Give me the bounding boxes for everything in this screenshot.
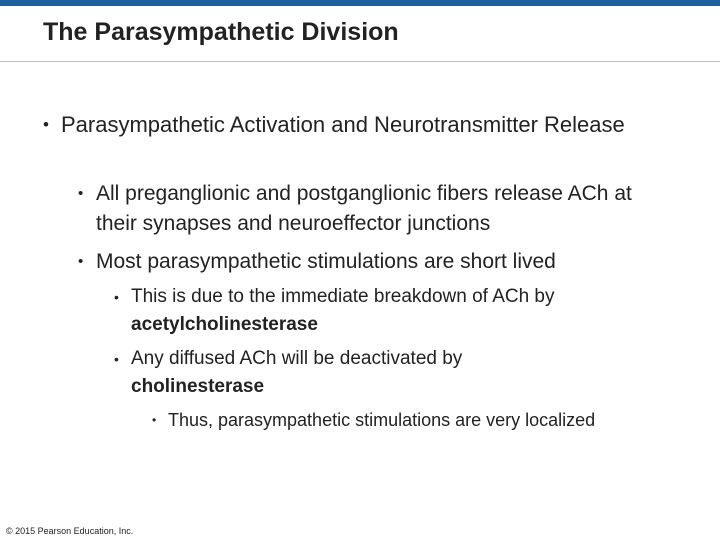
slide-title: The Parasympathetic Division xyxy=(43,18,399,46)
bold-term: cholinesterase xyxy=(131,376,265,397)
bullet-dot: • xyxy=(43,115,49,134)
bullet-level2 xyxy=(78,247,678,277)
bullet-text xyxy=(131,283,684,339)
bullet-text: Thus, parasympathetic stimulations are very localized xyxy=(168,410,596,430)
top-accent-bar xyxy=(0,0,720,6)
bullet-level1 xyxy=(43,109,683,140)
bullet-text: All preganglionic and postganglionic fibers release ACh at their synapses and neuroeffector junctions xyxy=(96,182,632,235)
bullet-level3 xyxy=(114,283,684,339)
bullet-text: Parasympathetic Activation and Neurotransmitter Release xyxy=(61,112,625,137)
bullet-dot: • xyxy=(114,289,119,305)
bullet-dot: • xyxy=(114,351,119,367)
copyright-notice: © 2015 Pearson Education, Inc. xyxy=(6,526,134,536)
bullet-text-part: Any diffused ACh will be deactivated by xyxy=(131,348,463,369)
bullet-text-part: This is due to the immediate breakdown of ACh by xyxy=(131,286,555,307)
bullet-dot: • xyxy=(152,413,157,427)
bullet-text: Most parasympathetic stimulations are short lived xyxy=(96,250,556,273)
bullet-text xyxy=(131,345,684,401)
bold-term: acetylcholinesterase xyxy=(131,314,318,335)
bullet-level2 xyxy=(78,179,678,239)
bullet-level4 xyxy=(152,407,672,433)
title-divider xyxy=(0,61,720,62)
bullet-dot: • xyxy=(78,253,84,270)
bullet-level3 xyxy=(114,345,684,401)
bullet-dot: • xyxy=(78,185,84,202)
